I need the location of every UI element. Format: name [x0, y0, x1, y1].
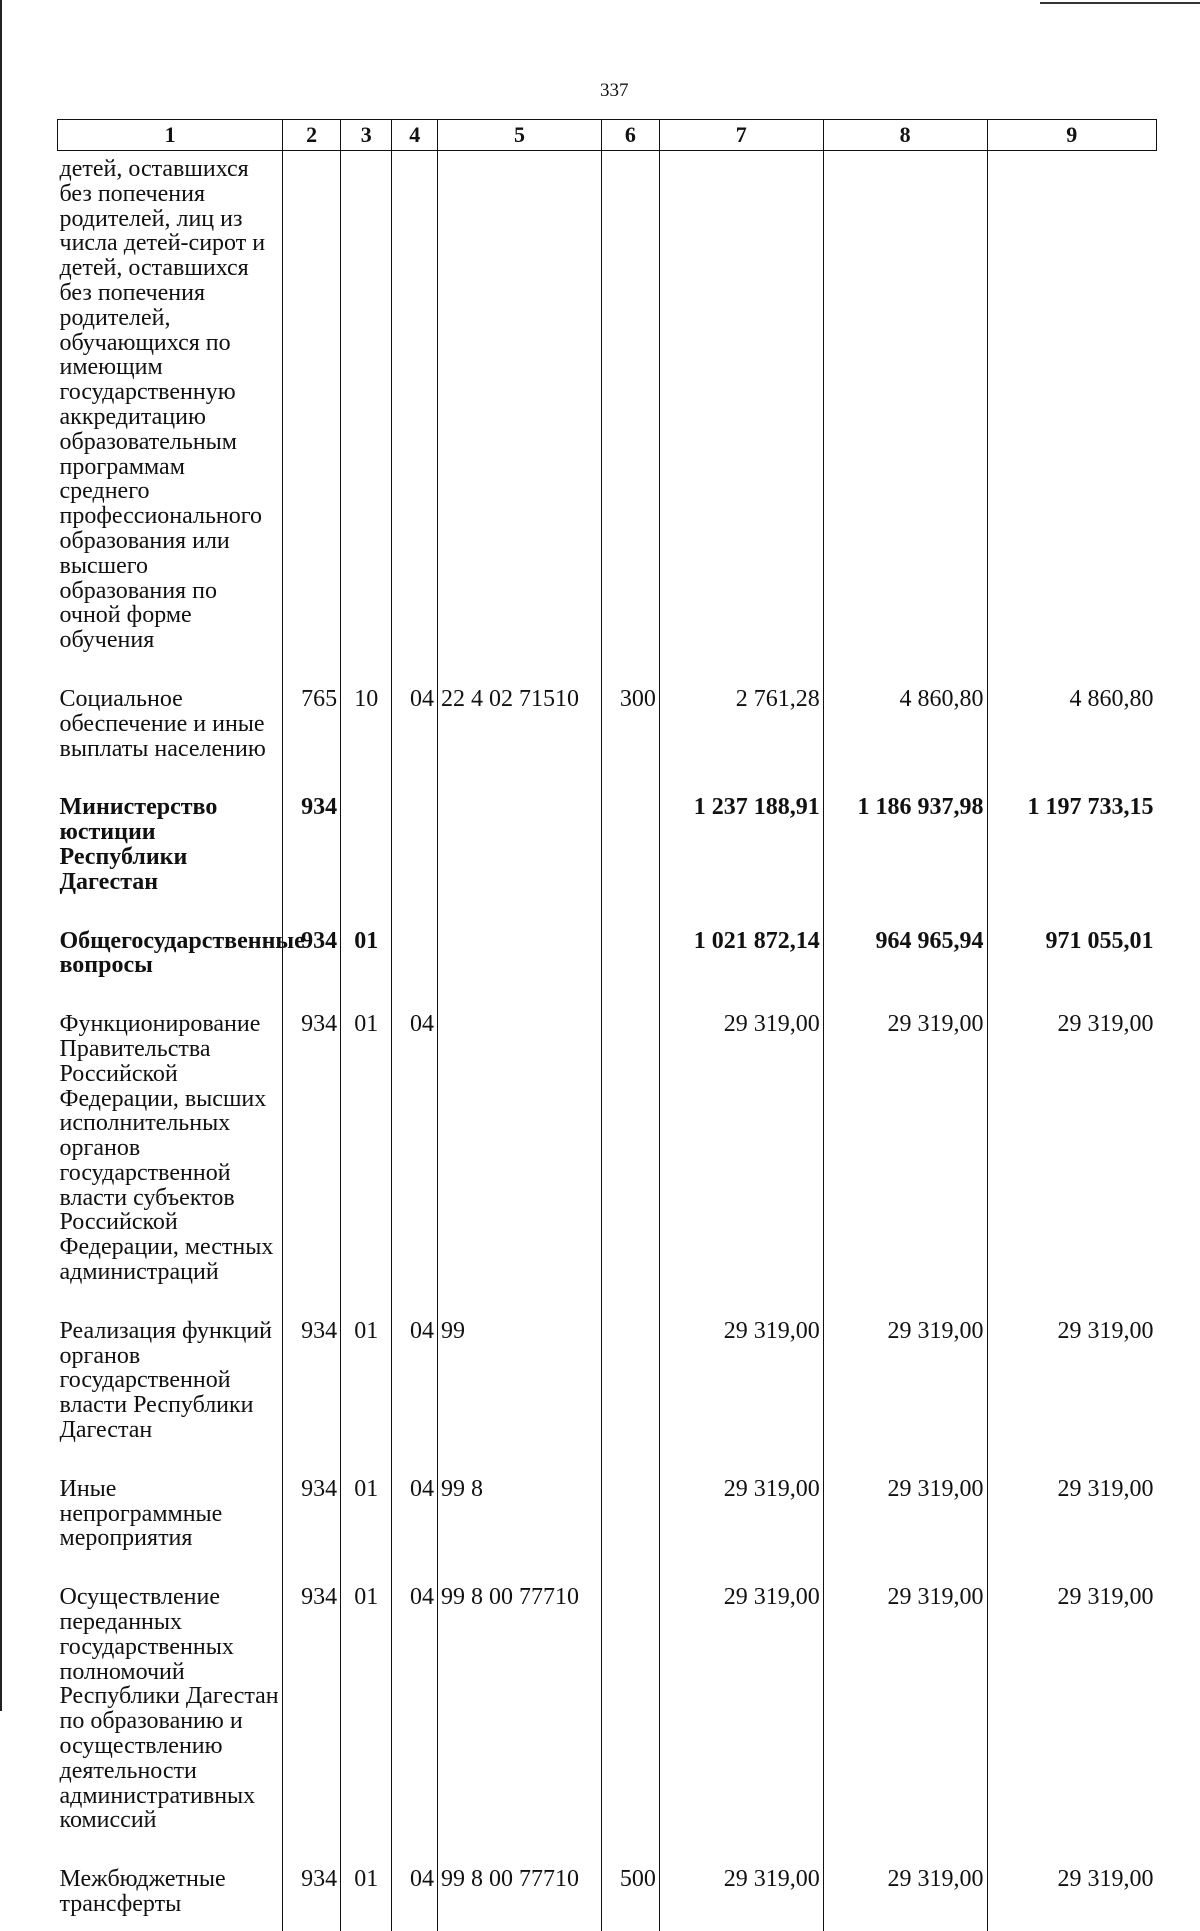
scan-edge [0, 0, 2, 1711]
row-target-article: 99 [438, 1319, 602, 1477]
column-header: 8 [823, 120, 987, 151]
row-name: Осуществление переданных государственных полномочий Республики Дагестан по образованию и осуществлению деятельности административных комиссий [59, 1584, 279, 1834]
row-name: Функционирование Правительства Российской Федерации, высших исполнительных органов государственной власти субъектов Российской Федерации, местных администраций [59, 1011, 274, 1286]
table-row [58, 151, 1157, 687]
row-subsection [392, 929, 438, 1013]
page-number: 337 [600, 80, 629, 101]
table-header-row [58, 120, 1157, 151]
row-value-col8: 4 860,80 [823, 687, 987, 795]
row-target-article [438, 1012, 602, 1319]
row-value-col8: 29 319,00 [823, 1477, 987, 1585]
row-value-col9: 971 055,01 [987, 929, 1156, 1013]
row-grbs: 934 [283, 1012, 341, 1319]
row-name: Министерство юстиции Республики Дагестан [59, 794, 218, 895]
table-row [58, 1477, 1157, 1585]
row-value-col7: 1 237 188,91 [659, 795, 823, 928]
row-value-col9: 29 319,00 [987, 1319, 1156, 1477]
row-target-article: 99 8 [438, 1477, 602, 1585]
budget-table [57, 119, 1157, 1931]
row-grbs: 765 [283, 687, 341, 795]
table-row [58, 1867, 1157, 1931]
row-name: Общегосударственные вопросы [59, 927, 305, 979]
column-header: 2 [283, 120, 341, 151]
row-target-article [438, 151, 602, 687]
row-subsection: 04 [392, 1319, 438, 1477]
row-value-col8: 1 186 937,98 [823, 795, 987, 928]
row-section: 10 [341, 687, 392, 795]
row-value-col8: 29 319,00 [823, 1012, 987, 1319]
row-subsection: 04 [392, 687, 438, 795]
row-value-col7: 29 319,00 [659, 1477, 823, 1585]
row-target-article: 22 4 02 71510 [438, 687, 602, 795]
column-header: 6 [601, 120, 659, 151]
row-value-col8: 29 319,00 [823, 1867, 987, 1931]
row-expense-type: 500 [601, 1867, 659, 1931]
row-value-col8 [823, 151, 987, 687]
row-section: 01 [341, 1477, 392, 1585]
row-name: Иные непрограммные мероприятия [59, 1475, 223, 1552]
row-target-article: 99 8 00 77710 [438, 1585, 602, 1867]
row-subsection: 04 [392, 1585, 438, 1867]
row-grbs: 934 [283, 1477, 341, 1585]
row-value-col9: 1 197 733,15 [987, 795, 1156, 928]
row-subsection: 04 [392, 1867, 438, 1931]
row-value-col7 [659, 151, 823, 687]
row-subsection [392, 151, 438, 687]
row-grbs: 934 [283, 1585, 341, 1867]
column-header: 1 [58, 120, 283, 151]
row-section: 01 [341, 1585, 392, 1867]
row-section [341, 795, 392, 928]
row-value-col7: 29 319,00 [659, 1585, 823, 1867]
row-grbs [283, 151, 341, 687]
row-value-col7: 29 319,00 [659, 1319, 823, 1477]
table-row [58, 795, 1157, 928]
column-header: 5 [438, 120, 602, 151]
row-value-col9 [987, 151, 1156, 687]
row-value-col7: 29 319,00 [659, 1867, 823, 1931]
scan-mark [1040, 2, 1200, 4]
row-expense-type [601, 1585, 659, 1867]
row-value-col9: 29 319,00 [987, 1012, 1156, 1319]
row-grbs: 934 [283, 795, 341, 928]
row-name: Межбюджетные трансферты [59, 1866, 226, 1918]
row-name: Социальное обеспечение и иные выплаты населению [59, 685, 266, 762]
row-expense-type [601, 929, 659, 1013]
row-expense-type [601, 1477, 659, 1585]
row-value-col9: 29 319,00 [987, 1477, 1156, 1585]
column-header: 3 [341, 120, 392, 151]
table-row [58, 1585, 1157, 1867]
row-value-col9: 4 860,80 [987, 687, 1156, 795]
row-section: 01 [341, 1867, 392, 1931]
table-row [58, 1319, 1157, 1477]
row-grbs: 934 [283, 929, 341, 1013]
row-section: 01 [341, 1319, 392, 1477]
row-expense-type [601, 1012, 659, 1319]
column-header: 9 [987, 120, 1156, 151]
row-section: 01 [341, 929, 392, 1013]
row-grbs: 934 [283, 1867, 341, 1931]
row-target-article [438, 795, 602, 928]
table-row [58, 687, 1157, 795]
column-header: 4 [392, 120, 438, 151]
row-subsection: 04 [392, 1477, 438, 1585]
row-value-col7: 29 319,00 [659, 1012, 823, 1319]
row-value-col8: 964 965,94 [823, 929, 987, 1013]
row-value-col9: 29 319,00 [987, 1585, 1156, 1867]
row-name: детей, оставшихся без попечения родителей, лиц из числа детей-сирот и детей, оставшихся без попечения родителей, обучающихся по имеющим государственную аккредитацию образовательным программам среднего профессионального образования или высшего образования по очной форме обучения [59, 156, 266, 654]
row-target-article: 99 8 00 77710 [438, 1867, 602, 1931]
table-row [58, 1012, 1157, 1319]
row-expense-type: 300 [601, 687, 659, 795]
row-expense-type [601, 795, 659, 928]
column-header: 7 [659, 120, 823, 151]
row-section [341, 151, 392, 687]
row-expense-type [601, 1319, 659, 1477]
table-row [58, 929, 1157, 1013]
row-value-col8: 29 319,00 [823, 1319, 987, 1477]
row-section: 01 [341, 1012, 392, 1319]
row-value-col9: 29 319,00 [987, 1867, 1156, 1931]
row-expense-type [601, 151, 659, 687]
row-target-article [438, 929, 602, 1013]
row-subsection: 04 [392, 1012, 438, 1319]
row-name: Реализация функций органов государственной власти Республики Дагестан [59, 1317, 273, 1444]
row-value-col8: 29 319,00 [823, 1585, 987, 1867]
row-value-col7: 2 761,28 [659, 687, 823, 795]
row-subsection [392, 795, 438, 928]
row-value-col7: 1 021 872,14 [659, 929, 823, 1013]
row-grbs: 934 [283, 1319, 341, 1477]
